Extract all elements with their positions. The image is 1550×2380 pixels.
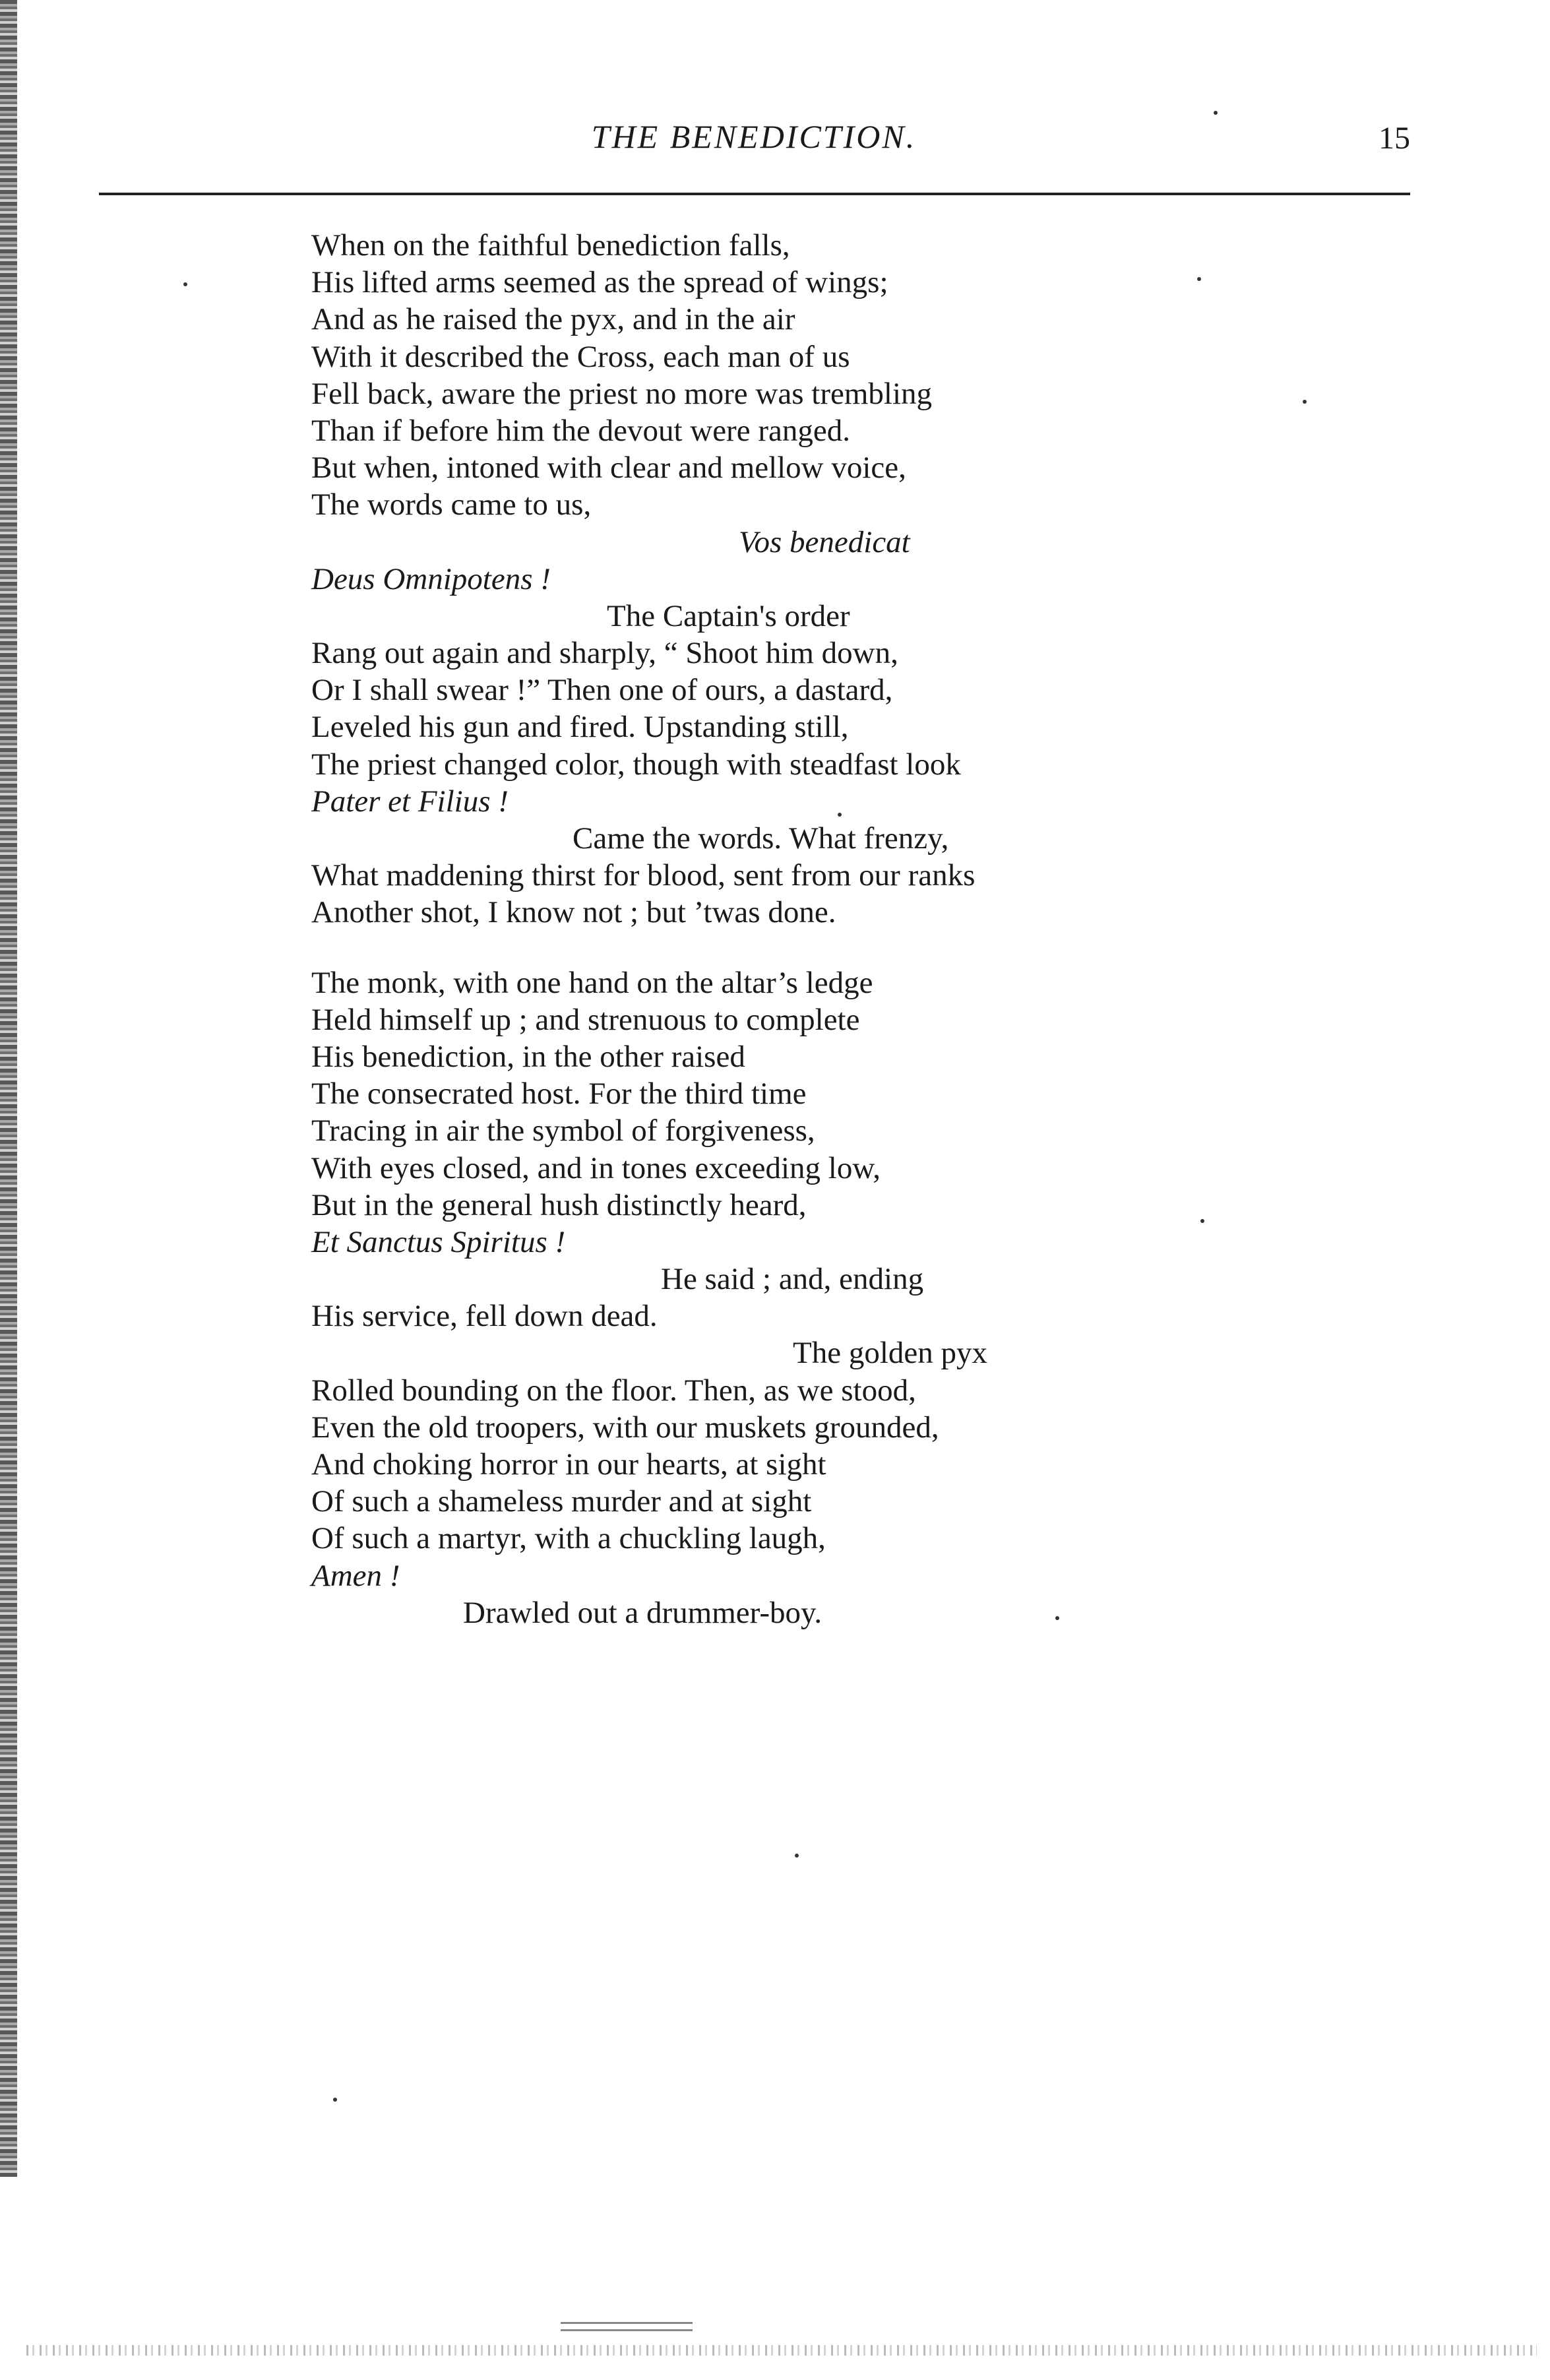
poem-line: Rang out again and sharply, “ Shoot him down, — [311, 636, 898, 671]
poem-line: Of such a martyr, with a chuckling laugh, — [311, 1521, 826, 1556]
poem-line: But when, intoned with clear and mellow voice, — [311, 451, 906, 485]
poem-line: But in the general hush distinctly heard, — [311, 1187, 807, 1222]
poem-line: The golden pyx — [793, 1336, 987, 1371]
poem-line: With it described the Cross, each man of us — [311, 339, 850, 374]
scan-speck — [333, 2098, 337, 2102]
poem-line: Drawled out a drummer-boy. — [463, 1595, 822, 1630]
scan-speck — [1200, 1219, 1204, 1223]
poem-line: Even the old troopers, with our muskets grounded, — [311, 1410, 939, 1445]
poem-line: Pater et Filius ! — [311, 784, 509, 819]
poem-line: With eyes closed, and in tones exceeding low, — [311, 1150, 881, 1185]
header-rule — [99, 193, 1410, 195]
poem-line: Of such a shameless murder and at sight — [311, 1484, 812, 1519]
poem-line: The words came to us, — [311, 487, 592, 522]
scan-speck — [1055, 1616, 1059, 1620]
scan-speck — [838, 813, 842, 817]
poem-line: Fell back, aware the priest no more was trembling — [311, 376, 933, 411]
poem-body — [311, 227, 1393, 1631]
poem-line: The consecrated host. For the third time — [311, 1077, 807, 1112]
printer-mark — [561, 2322, 693, 2331]
scan-speck — [1214, 111, 1218, 115]
binding-edge — [0, 0, 17, 2177]
poem-line: The monk, with one hand on the altar’s ledge — [311, 965, 873, 1000]
poem-line: Leveled his gun and fired. Upstanding still, — [311, 710, 849, 745]
poem-line: Tracing in air the symbol of forgiveness, — [311, 1113, 815, 1148]
scan-speck — [795, 1854, 799, 1858]
poem-line: Or I shall swear !” Then one of ours, a dastard, — [311, 673, 893, 708]
poem-line: What maddening thirst for blood, sent from our ranks — [311, 858, 976, 893]
poem-line: Amen ! — [311, 1558, 400, 1593]
poem-line: His lifted arms seemed as the spread of wings; — [311, 265, 888, 300]
scan-edge-noise — [26, 2345, 1537, 2356]
scan-speck — [1303, 400, 1307, 404]
scan-speck — [1197, 277, 1201, 281]
poem-line: The Captain's order — [607, 598, 850, 633]
poem-line: Came the words. What frenzy, — [573, 821, 949, 856]
poem-line: And choking horror in our hearts, at sight — [311, 1447, 826, 1482]
poem-line: Et Sanctus Spiritus ! — [311, 1224, 566, 1259]
poem-line: Than if before him the devout were ranged. — [311, 413, 850, 448]
poem-line: Vos benedicat — [739, 524, 910, 559]
poem-line: Rolled bounding on the floor. Then, as we stood, — [311, 1373, 916, 1408]
running-head — [98, 111, 1410, 170]
poem-line: When on the faithful benediction falls, — [311, 228, 790, 263]
poem-line: Another shot, I know not ; but ’twas done. — [311, 895, 836, 930]
poem-line: His service, fell down dead. — [311, 1299, 658, 1334]
poem-line: And as he raised the pyx, and in the air — [311, 302, 795, 337]
poem-line: His benediction, in the other raised — [311, 1039, 745, 1074]
page-number: 15 — [1379, 121, 1410, 156]
scan-speck — [183, 282, 187, 286]
running-title: THE BENEDICTION. — [591, 118, 917, 155]
poem-line: Held himself up ; and strenuous to complete — [311, 1002, 860, 1037]
stanza-break — [311, 931, 1393, 964]
poem-line: Deus Omnipotens ! — [311, 561, 551, 596]
poem-line: The priest changed color, though with steadfast look — [311, 747, 961, 782]
poem-line: He said ; and, ending — [661, 1262, 924, 1297]
